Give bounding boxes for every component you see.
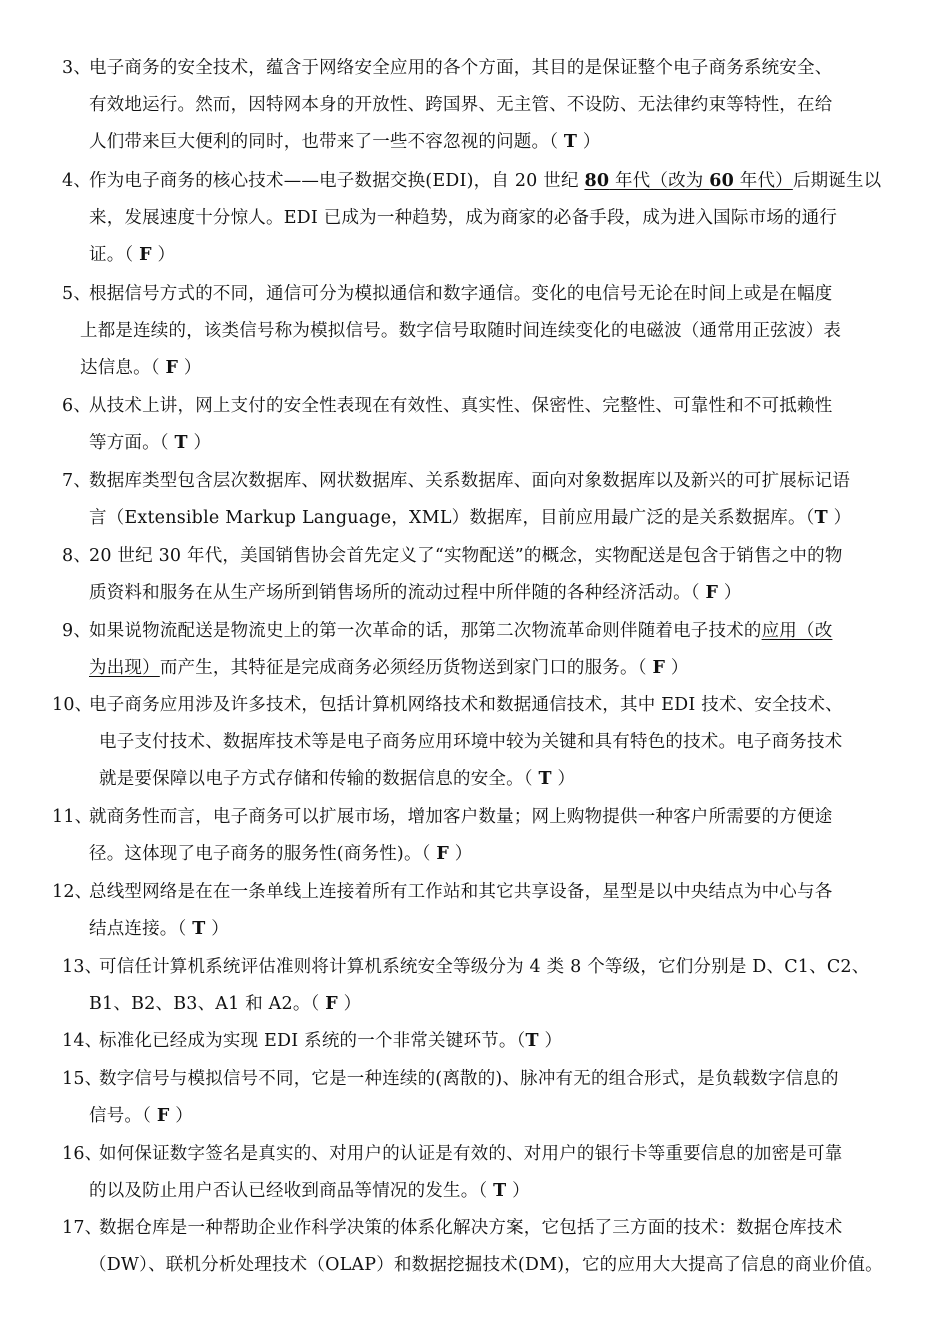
answer-mark: T <box>814 508 828 528</box>
question-text-line: 数据库类型包含层次数据库、网状数据库、关系数据库、面向对象数据库以及新兴的可扩展标记语 <box>89 471 851 491</box>
answer-mark: T <box>525 1031 539 1051</box>
question-text-line: 为出现）而产生，其特征是完成商务必须经历货物送到家门口的服务。（ F ） <box>89 658 689 678</box>
question-text-line: 总线型网络是在在一条单线上连接着所有工作站和其它共享设备，星型是以中央结点为中心与各 <box>89 882 833 902</box>
question-text-line: B1、B2、B3、A1 和 A2。（ F ） <box>89 994 362 1014</box>
answer-mark: T <box>538 769 552 789</box>
question-text-line: 达信息。（ F ） <box>80 358 202 378</box>
answer-mark: F <box>436 844 449 864</box>
answer-mark: T <box>192 919 206 939</box>
correction-underline: 80 年代（改为 60 年代） <box>584 171 793 191</box>
answer-mark: F <box>325 994 338 1014</box>
question-text-line: 就商务性而言，电子商务可以扩展市场，增加客户数量；网上购物提供一种客户所需要的方便途 <box>89 807 833 827</box>
question-text-line: 上都是连续的，该类信号称为模拟信号。数字信号取随时间连续变化的电磁波（通常用正弦波）表 <box>80 321 842 341</box>
question-number: 10、 <box>52 695 93 715</box>
question-text-line: 证。（ F ） <box>89 245 176 265</box>
answer-mark: F <box>156 1106 170 1126</box>
answer-mark: T <box>563 132 578 152</box>
answer-mark: F <box>705 583 719 603</box>
question-text-line: 如何保证数字签名是真实的、对用户的认证是有效的、对用户的银行卡等重要信息的加密是可靠 <box>99 1144 843 1164</box>
question-number: 4、 <box>62 171 92 191</box>
question-text-line: 标准化已经成为实现 EDI 系统的一个非常关键环节。（T ） <box>99 1031 563 1051</box>
question-text-line: 从技术上讲，网上支付的安全性表现在有效性、真实性、保密性、完整性、可靠性和不可抵赖性 <box>89 396 833 416</box>
question-text-line: 的以及防止用户否认已经收到商品等情况的发生。（ T ） <box>89 1181 530 1201</box>
question-number: 6、 <box>62 396 92 416</box>
question-text-line: 人们带来巨大便利的同时，也带来了一些不容忽视的问题。（ T ） <box>89 132 601 152</box>
question-number: 7、 <box>62 471 92 491</box>
question-number: 15、 <box>62 1069 103 1089</box>
question-text-line: 有效地运行。然而，因特网本身的开放性、跨国界、无主管、不设防、无法律约束等特性，在给 <box>89 95 833 115</box>
answer-mark: F <box>165 358 179 378</box>
question-text-line: 作为电子商务的核心技术——电子数据交换(EDI)，自 20 世纪 80 年代（改为 60 年代）后期诞生以 <box>89 171 882 191</box>
answer-mark: F <box>139 245 152 265</box>
correction-underline: 应用（改 <box>761 621 833 641</box>
question-number: 16、 <box>62 1144 103 1164</box>
question-text-line: 来，发展速度十分惊人。EDI 已成为一种趋势，成为商家的必备手段，成为进入国际市场的通行 <box>89 208 838 228</box>
question-number: 11、 <box>52 807 93 827</box>
question-number: 13、 <box>62 957 103 977</box>
correction-underline: 为出现） <box>89 658 160 678</box>
question-number: 17、 <box>62 1218 103 1238</box>
question-number: 9、 <box>62 621 92 641</box>
question-text-line: 20 世纪 30 年代，美国销售协会首先定义了“实物配送”的概念，实物配送是包含于销售之中的物 <box>89 546 843 566</box>
question-number: 5、 <box>62 284 92 304</box>
question-text-line: 数字信号与模拟信号不同，它是一种连续的(离散的)、脉冲有无的组合形式，是负载数字信息的 <box>99 1069 839 1089</box>
answer-mark: T <box>174 433 188 453</box>
question-text-line: 就是要保障以电子方式存储和传输的数据信息的安全。（ T ） <box>99 769 576 789</box>
question-text-line: 质资料和服务在从生产场所到销售场所的流动过程中所伴随的各种经济活动。（ F ） <box>89 583 742 603</box>
question-number: 3、 <box>62 58 92 78</box>
question-text-line: 电子商务的安全技术，蕴含于网络安全应用的各个方面，其目的是保证整个电子商务系统安全、 <box>89 58 833 78</box>
question-number: 8、 <box>62 546 92 566</box>
question-number: 12、 <box>52 882 93 902</box>
question-number: 14、 <box>62 1031 103 1051</box>
question-text-line: 可信任计算机系统评估准则将计算机系统安全等级分为 4 类 8 个等级，它们分别是 D、C1、C2、 <box>99 957 870 977</box>
question-text-line: 径。这体现了电子商务的服务性(商务性)。（ F ） <box>89 844 473 864</box>
question-text-line: 电子支付技术、数据库技术等是电子商务应用环境中较为关键和具有特色的技术。电子商务技术 <box>99 732 843 752</box>
question-text-line: 言（Extensible Markup Language，XML）数据库，目前应用最广泛的是关系数据库。（T ） <box>89 508 852 528</box>
question-text-line: 如果说物流配送是物流史上的第一次革命的话，那第二次物流革命则伴随着电子技术的应用（改 <box>89 621 833 641</box>
answer-mark: F <box>652 658 666 678</box>
question-text-line: 等方面。（ T ） <box>89 433 212 453</box>
question-text-line: 根据信号方式的不同，通信可分为模拟通信和数字通信。变化的电信号无论在时间上或是在幅度 <box>89 284 833 304</box>
question-text-line: （DW）、联机分析处理技术（OLAP）和数据挖掘技术(DM)，它的应用大大提高了信息的商业价值。 <box>89 1255 883 1275</box>
question-text-line: 信号。（ F ） <box>89 1106 193 1126</box>
question-text-line: 结点连接。（ T ） <box>89 919 229 939</box>
answer-mark: T <box>493 1181 507 1201</box>
question-text-line: 电子商务应用涉及许多技术，包括计算机网络技术和数据通信技术，其中 EDI 技术、安全技术、 <box>89 695 843 715</box>
question-text-line: 数据仓库是一种帮助企业作科学决策的体系化解决方案，它包括了三方面的技术：数据仓库技术 <box>99 1218 843 1238</box>
